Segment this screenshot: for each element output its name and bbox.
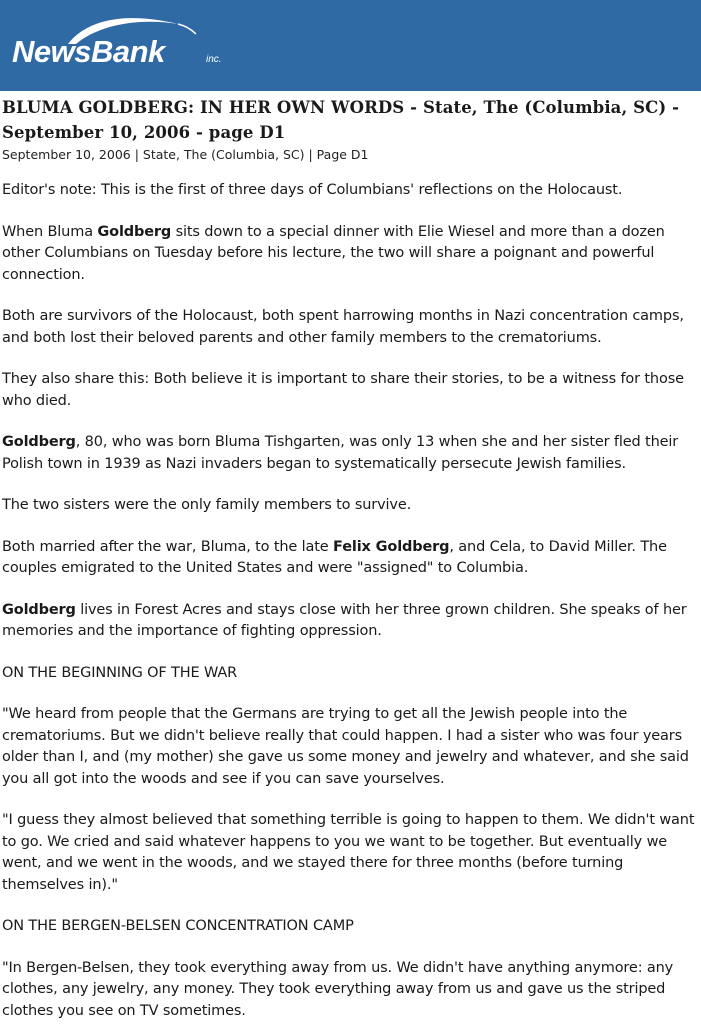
- text-run: sits down to a special dinner with Elie Wiesel and more than a dozen other Columbians on Tuesday before his lecture, the two will share a poignant and powerful connection.: [2, 223, 665, 283]
- article-paragraph: [0, 432, 701, 475]
- article-paragraph: [0, 222, 701, 287]
- section-heading: ON THE BEGINNING OF THE WAR: [2, 664, 238, 681]
- text-run: , 80, who was born Bluma Tishgarten, was only 13 when she and her sister fled their Polish town in 1939 as Nazi invaders began to systematically persecute Jewish families.: [2, 434, 679, 472]
- logo-inc-label: inc.: [206, 54, 222, 65]
- search-highlight: Goldberg: [2, 434, 76, 450]
- search-highlight: Felix Goldberg: [333, 538, 450, 555]
- section-heading: ON THE BERGEN-BELSEN CONCENTRATION CAMP: [2, 918, 354, 934]
- text-run: When Bluma: [2, 223, 98, 240]
- newsbank-header-banner: [0, 0, 701, 91]
- search-highlight: Goldberg: [97, 223, 172, 240]
- article-paragraph: Both are survivors of the Holocaust, both spent harrowing months in Nazi concentration camps, and both lost their beloved parents and other family members to the crematoriums.: [2, 308, 684, 346]
- search-highlight: Goldberg: [2, 601, 76, 618]
- article-paragraph: "In Bergen-Belsen, they took everything away from us. We didn't have anything anymore: any clothes, any jewelry, any money. They took everything away from us and gave us the striped clothes you see on TV sometimes.: [2, 959, 674, 1019]
- article-paragraph: They also share this: Both believe it is important to share their stories, to be a witness for those who died.: [2, 371, 684, 409]
- text-run: lives in Forest Acres and stays close with her three grown children. She speaks of her memories and the importance of fighting oppression.: [2, 601, 687, 639]
- article-paragraph: "I guess they almost believed that something terrible is going to happen to them. We didn't want to go. We cried and said whatever happens to you we want to be together. But eventually we went, and we went in the woods, and we stayed there for three months (before turning themselves in).": [2, 812, 695, 893]
- text-run: , and Cela, to David Miller. The couples emigrated to the United States and were "assigned" to Columbia.: [2, 538, 667, 576]
- logo-wordmark: NewsBank: [12, 34, 165, 69]
- article-headline: BLUMA GOLDBERG: IN HER OWN WORDS - State, The (Columbia, SC) - September 10, 2006 - page D1: [2, 98, 680, 142]
- article-paragraph: "We heard from people that the Germans are trying to get all the Jewish people into the crematoriums. But we didn't believe really that could happen. I had a sister who was four years older than I, and (my mother) she gave us some money and jewelry and whatever, and she said you all got into the woods and see if you can save yourselves.: [2, 706, 689, 787]
- text-run: Both married after the war, Bluma, to the late: [2, 538, 334, 555]
- article-meta: September 10, 2006 | State, The (Columbia, SC) | Page D1: [2, 147, 369, 162]
- article-paragraph: [0, 537, 701, 580]
- article-paragraph: The two sisters were the only family members to survive.: [2, 497, 412, 513]
- article-body: [0, 95, 701, 1022]
- article-paragraph: Editor's note: This is the first of three days of Columbians' reflections on the Holocaust.: [2, 182, 623, 198]
- newsbank-logo[interactable]: [10, 14, 250, 74]
- article-paragraph: [0, 600, 701, 643]
